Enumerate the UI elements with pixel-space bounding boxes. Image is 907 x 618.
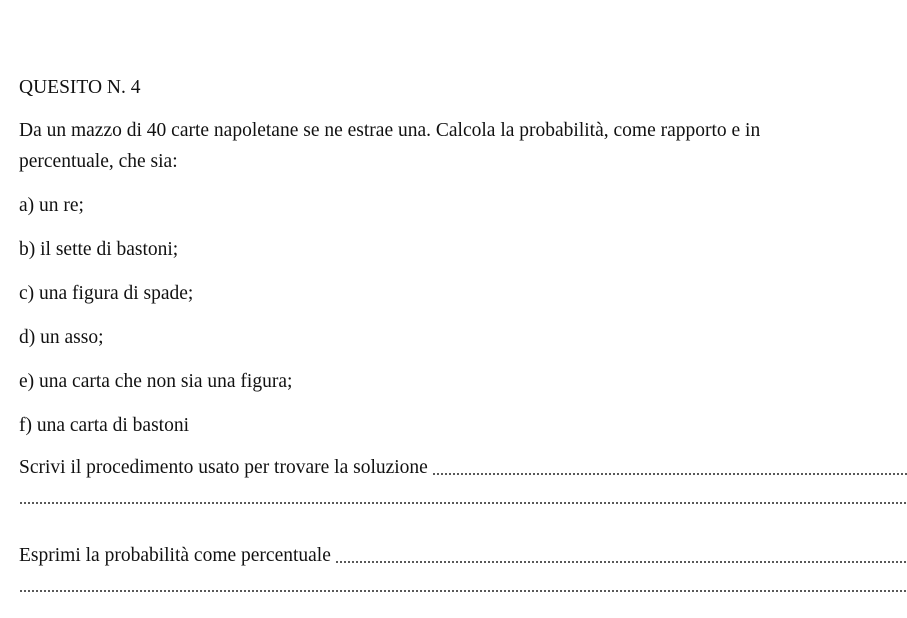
percentage-answer-row [19, 546, 907, 566]
percentage-answer-line[interactable] [335, 561, 907, 563]
procedure-answer-line[interactable] [432, 473, 907, 475]
percentage-answer-line-2[interactable] [19, 590, 907, 592]
item-e: e) una carta che non sia una figura; [19, 371, 293, 392]
procedure-label: Scrivi il procedimento usato per trovare la soluzione [19, 457, 428, 478]
procedure-answer-line-2[interactable] [19, 502, 907, 504]
percentage-label: Esprimi la probabilità come percentuale [19, 545, 331, 566]
item-b: b) il sette di bastoni; [19, 239, 179, 260]
item-f: f) una carta di bastoni [19, 415, 190, 436]
procedure-answer-row [19, 458, 907, 478]
item-c: c) una figura di spade; [19, 283, 194, 304]
question-text-line-2: percentuale, che sia: [19, 151, 178, 172]
question-heading: QUESITO N. 4 [19, 77, 141, 98]
question-text-line-1: Da un mazzo di 40 carte napoletane se ne estrae una. Calcola la probabilità, come rapporto e in [19, 120, 761, 141]
item-a: a) un re; [19, 195, 84, 216]
item-d: d) un asso; [19, 327, 104, 348]
